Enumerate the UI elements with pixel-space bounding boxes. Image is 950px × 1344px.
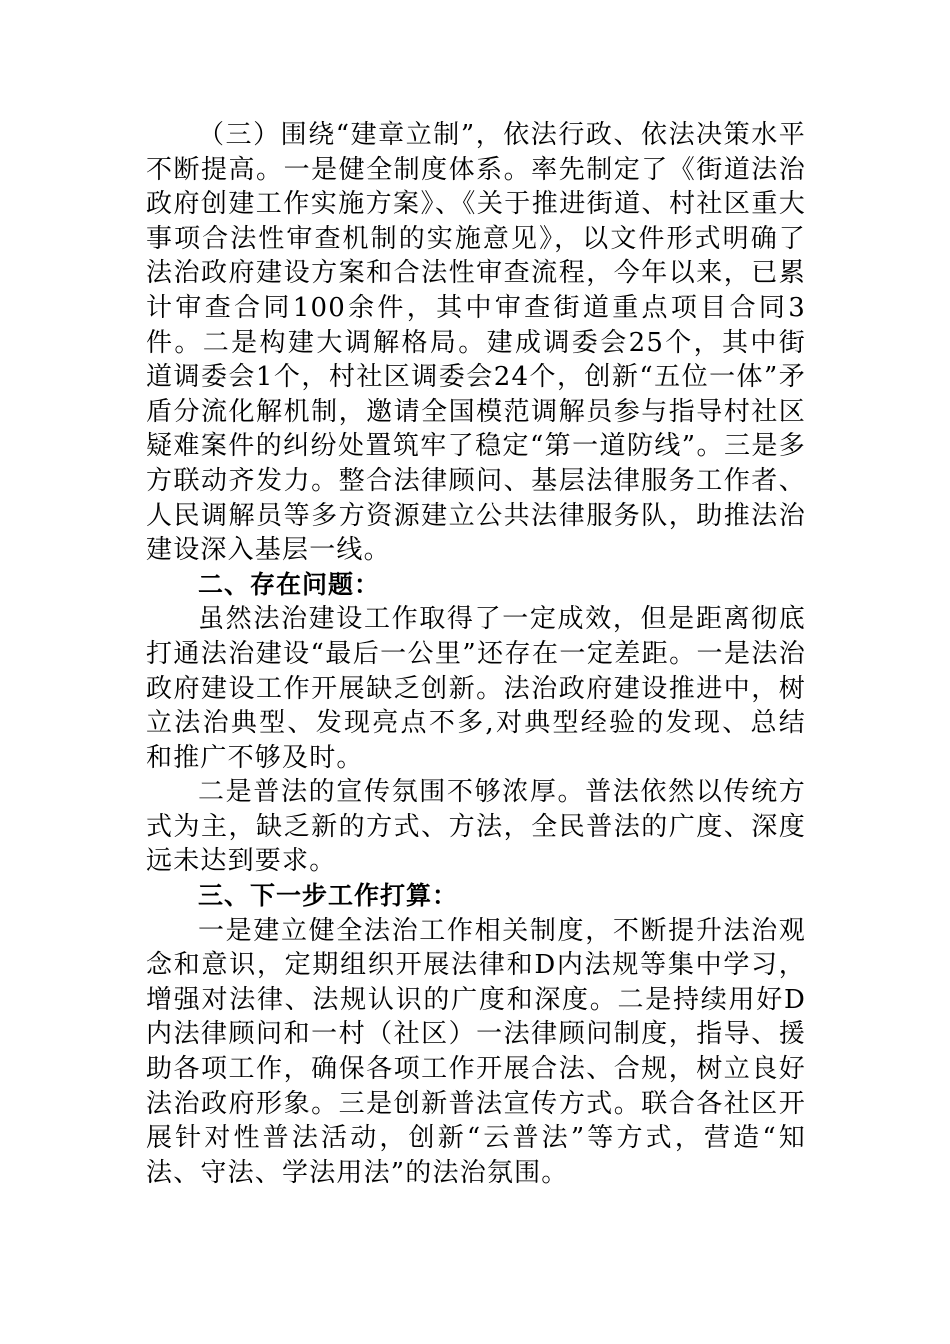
paragraph-problems-innovation: 虽然法治建设工作取得了一定成效，但是距离彻底打通法治建设“最后一公里”还存在一定差距。一是法治政府建设工作开展缺乏创新。法治政府建设推进中，树立法治典型、发现亮点不多,对典型经验的发现、总结和推广不够及时。	[146, 604, 806, 773]
document-page	[146, 118, 806, 1190]
paragraph-next-steps: 一是建立健全法治工作相关制度，不断提升法治观念和意识，定期组织开展法律和D内法规等集中学习，增强对法律、法规认识的广度和深度。二是持续用好D内法律顾问和一村（社区）一法律顾问制度，指导、援助各项工作，确保各项工作开展合法、合规，树立良好法治政府形象。三是创新普法宣传方式。联合各社区开展针对性普法活动，创新“云普法”等方式，营造“知法、守法、学法用法”的法治氛围。	[146, 915, 806, 1188]
section-heading-problems: 二、存在问题：	[198, 569, 381, 599]
paragraph-rule-building: （三）围绕“建章立制”，依法行政、依法决策水平不断提高。一是健全制度体系。率先制定了《街道法治政府创建工作实施方案》、《关于推进街道、村社区重大事项合法性审查机制的实施意见》，以文件形式明确了法治政府建设方案和合法性审查流程，今年以来，已累计审查合同100余件，其中审查街道重点项目合同3件。二是构建大调解格局。建成调委会25个，其中街道调委会1个，村社区调委会24个，创新“五位一体”矛盾分流化解机制，邀请全国模范调解员参与指导村社区疑难案件的纠纷处置筑牢了稳定“第一道防线”。三是多方联动齐发力。整合法律顾问、基层法律服务工作者、人民调解员等多方资源建立公共法律服务队，助推法治建设深入基层一线。	[146, 120, 806, 566]
paragraph-problems-publicity: 二是普法的宣传氛围不够浓厚。普法依然以传统方式为主，缺乏新的方式、方法，全民普法的广度、深度远未达到要求。	[146, 777, 806, 877]
section-heading-next-steps: 三、下一步工作打算：	[198, 881, 459, 911]
